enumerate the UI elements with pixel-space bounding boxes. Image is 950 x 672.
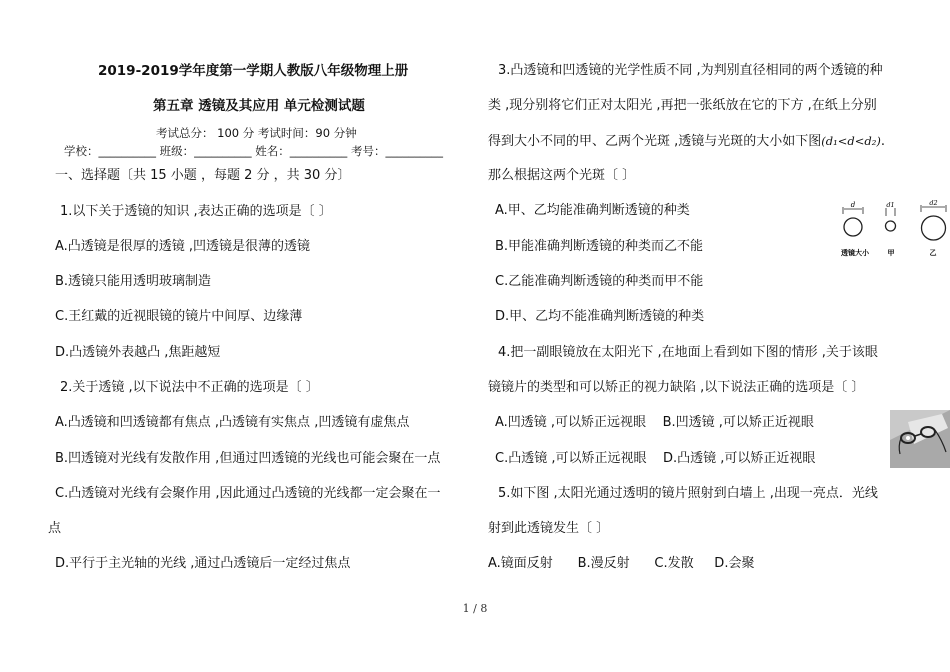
lens-spot-figure [835, 198, 950, 258]
spot-jia [886, 201, 896, 231]
lens-circle [843, 201, 863, 236]
q5-options: A.镜面反射 B.漫反射 C.发散 D.会聚 [488, 556, 755, 571]
q3-option-b: B.甲能准确判断透镜的种类而乙不能 [495, 239, 704, 254]
q4-stem-line2: 镜镜片的类型和可以矫正的视力缺陷 ,以下说法正确的选项是〔 〕 [488, 380, 865, 395]
section-heading: 一、选择题〔共 15 小题 ，每题 2 分 ，共 30 分〕 [55, 168, 351, 183]
label-d2: d2 [929, 199, 938, 207]
q3-option-a: A.甲、乙均能准确判断透镜的种类 [495, 203, 690, 218]
caption-lens: 透镜大小 [841, 249, 869, 257]
q1-option-c: C.王红戴的近视眼镜的镜片中间厚、边缘薄 [55, 309, 303, 324]
q2-option-b: B.凹透镜对光线有发散作用 ,但通过凹透镜的光线也可能会聚在一点 [55, 451, 441, 466]
q5-stem-line1: 5.如下图 ,太阳光通过透明的镜片照射到白墙上 ,出现一亮点．光线 [498, 486, 878, 501]
q1-option-d: D.凸透镜外表越凸 ,焦距越短 [55, 345, 221, 360]
doc-title: 2019-2019学年度第一学期人教版八年级物理上册 [98, 63, 409, 79]
label-d1: d1 [886, 201, 895, 209]
q3-stem-line1: 3.凸透镜和凹透镜的光学性质不同 ,为判别直径相同的两个透镜的种 [498, 63, 883, 78]
doc-subtitle: 第五章 透镜及其应用 单元检测试题 [153, 98, 365, 114]
q3-stem-line2: 类 ,现分别将它们正对太阳光 ,再把一张纸放在它的下方 ,在纸上分别 [488, 98, 877, 113]
q1-option-b: B.透镜只能用透明玻璃制造 [55, 274, 212, 289]
spot-yi [921, 199, 946, 240]
q5-stem-line2: 射到此透镜发生〔 〕 [488, 521, 610, 536]
q2-option-c: C.凸透镜对光线有会聚作用 ,因此通过凸透镜的光线都一定会聚在一 [55, 486, 441, 501]
label-d: d [850, 201, 856, 209]
q3-option-d: D.甲、乙均不能准确判断透镜的种类 [495, 309, 705, 324]
caption-yi: 乙 [929, 249, 937, 257]
q3-stem-line3: 得到大小不同的甲、乙两个光斑 ,透镜与光斑的大小如下图(d₁<d<d₂). [488, 134, 885, 149]
q2-option-c-cont: 点 [48, 521, 62, 536]
q2-option-a: A.凸透镜和凹透镜都有焦点 ,凸透镜有实焦点 ,凹透镜有虚焦点 [55, 415, 410, 430]
q1-stem: 1.以下关于透镜的知识 ,表达正确的选项是〔 〕 [60, 204, 332, 219]
q4-options-ab: A.凹透镜 ,可以矫正远视眼 B.凹透镜 ,可以矫正近视眼 [495, 415, 814, 430]
exam-info: 考试总分： 100 分 考试时间：90 分钟 [156, 126, 357, 140]
q1-option-a: A.凸透镜是很厚的透镜 ,凹透镜是很薄的透镜 [55, 239, 311, 254]
q3-option-c: C.乙能准确判断透镜的种类而甲不能 [495, 274, 704, 289]
q2-stem: 2.关于透镜 ,以下说法中不正确的选项是〔 〕 [60, 380, 319, 395]
q3-stem-line4: 那么根据这两个光斑〔 〕 [488, 168, 636, 183]
q3-formula: (d₁<d<d₂) [821, 134, 881, 148]
eyeglasses-photo [890, 410, 950, 468]
q2-option-d: D.平行于主光轴的光线 ,通过凸透镜后一定经过焦点 [55, 556, 351, 571]
q4-options-cd: C.凸透镜 ,可以矫正远视眼 D.凸透镜 ,可以矫正近视眼 [495, 451, 816, 466]
student-fields: 学校：__________ 班级：__________ 姓名：__________ 考号：__________ [64, 144, 443, 158]
page-number: 1 / 8 [462, 602, 488, 615]
q4-stem-line1: 4.把一副眼镜放在太阳光下 ,在地面上看到如下图的情形 ,关于该眼 [498, 345, 878, 360]
caption-jia: 甲 [887, 249, 895, 257]
